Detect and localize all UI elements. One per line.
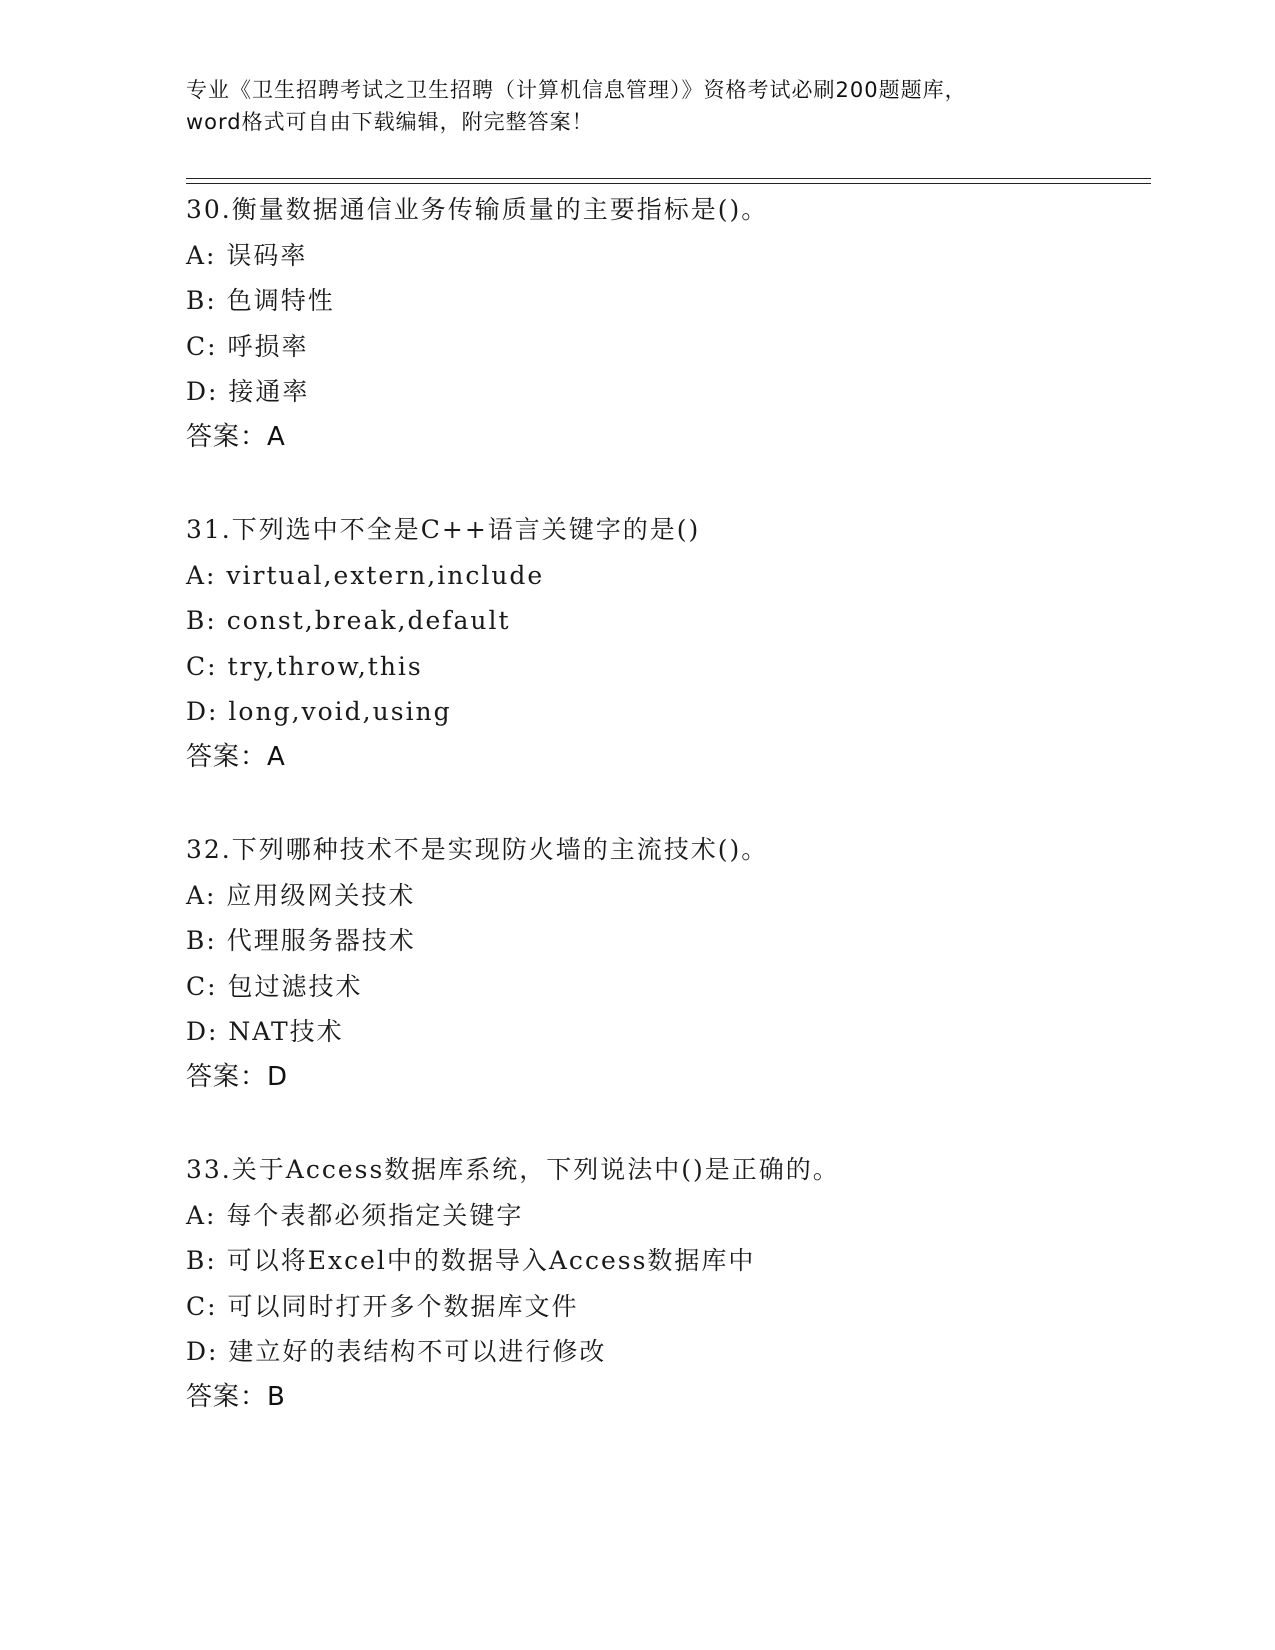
question-33 xyxy=(186,1147,1146,1420)
question-title: 32.下列哪种技术不是实现防火墙的主流技术()。 xyxy=(186,835,769,864)
option-c: C: 呼损率 xyxy=(186,331,309,361)
question-30 xyxy=(186,187,1146,460)
option-c: C: try,throw,this xyxy=(186,651,423,681)
option-d: D: 建立好的表结构不可以进行修改 xyxy=(186,1337,607,1366)
question-title: 33.关于Access数据库系统，下列说法中()是正确的。 xyxy=(186,1155,840,1184)
question-title: 30.衡量数据通信业务传输质量的主要指标是()。 xyxy=(186,195,769,224)
question-32 xyxy=(186,827,1146,1100)
option-a: A: 误码率 xyxy=(186,240,308,270)
answer-label: 答案：A xyxy=(186,741,286,772)
option-b: B: 可以将Excel中的数据导入Access数据库中 xyxy=(186,1246,756,1275)
option-c: C: 可以同时打开多个数据库文件 xyxy=(186,1291,579,1321)
header-line-1: 专业《卫生招聘考试之卫生招聘（计算机信息管理）》资格考试必刷200题题库， xyxy=(186,78,967,102)
option-b: B: 色调特性 xyxy=(186,286,335,315)
option-b: B: const,break,default xyxy=(186,606,511,635)
header-line-2: word格式可自由下载编辑，附完整答案！ xyxy=(186,110,594,134)
option-a: A: virtual,extern,include xyxy=(186,560,545,590)
header-divider-bottom xyxy=(186,183,1151,184)
answer-label: 答案：D xyxy=(186,1061,289,1092)
option-a: A: 应用级网关技术 xyxy=(186,880,416,910)
option-d: D: long,void,using xyxy=(186,697,452,726)
document-header xyxy=(186,74,1086,138)
header-divider-top xyxy=(186,178,1151,179)
option-d: D: 接通率 xyxy=(186,377,310,406)
question-title: 31.下列选中不全是C++语言关键字的是() xyxy=(186,515,701,544)
option-a: A: 每个表都必须指定关键字 xyxy=(186,1200,524,1230)
option-c: C: 包过滤技术 xyxy=(186,971,363,1001)
answer-label: 答案：B xyxy=(186,1381,286,1412)
option-d: D: NAT技术 xyxy=(186,1017,344,1046)
option-b: B: 代理服务器技术 xyxy=(186,926,416,955)
question-31 xyxy=(186,507,1146,780)
answer-label: 答案：A xyxy=(186,421,286,452)
